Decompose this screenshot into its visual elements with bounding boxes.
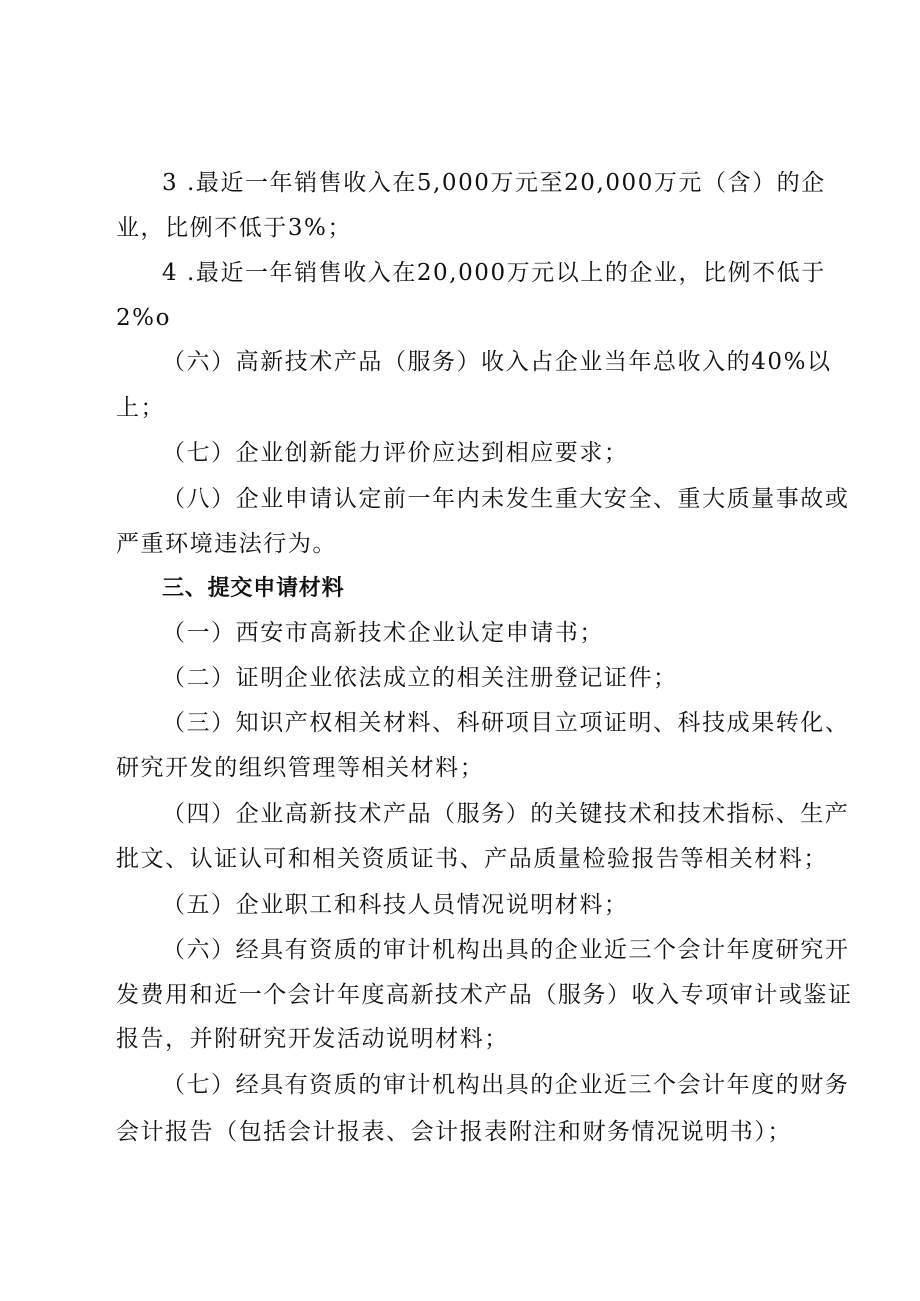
paragraph-line-16: 批文、认证认可和相关资质证书、产品质量检验报告等相关材料； bbox=[116, 846, 828, 872]
paragraph-line-22: 会计报告（包括会计报表、会计报表附注和财务情况说明书）； bbox=[116, 1119, 792, 1145]
paragraph-line-13: （三）知识产权相关材料、科研项目立项证明、科技成果转化、 bbox=[162, 710, 850, 736]
paragraph-line-17: （五）企业职工和科技人员情况说明材料； bbox=[162, 892, 629, 918]
paragraph-line-11: （一）西安市高新技术企业认定申请书； bbox=[162, 620, 604, 646]
paragraph-line-3: 4 .最近一年销售收入在20,000万元以上的企业，比例不低于 bbox=[162, 260, 826, 286]
paragraph-line-2: 业，比例不低于3%； bbox=[116, 215, 352, 241]
paragraph-line-1: 3 .最近一年销售收入在5,000万元至20,000万元（含）的企 bbox=[162, 170, 826, 196]
paragraph-line-6: 上； bbox=[116, 395, 166, 421]
paragraph-line-12: （二）证明企业依法成立的相关注册登记证件； bbox=[162, 665, 678, 691]
paragraph-line-15: （四）企业高新技术产品（服务）的关键技术和技术指标、生产 bbox=[162, 801, 850, 827]
paragraph-line-18: （六）经具有资质的审计机构出具的企业近三个会计年度研究开 bbox=[162, 937, 850, 963]
paragraph-line-20: 报告，并附研究开发活动说明材料； bbox=[116, 1026, 509, 1052]
paragraph-line-9: 严重环境违法行为。 bbox=[116, 531, 337, 557]
paragraph-line-14: 研究开发的组织管理等相关材料； bbox=[116, 755, 485, 781]
paragraph-line-7: （七）企业创新能力评价应达到相应要求； bbox=[162, 440, 629, 466]
section-heading: 三、提交申请材料 bbox=[162, 576, 345, 601]
paragraph-line-19: 发费用和近一个会计年度高新技术产品（服务）收入专项审计或鉴证 bbox=[116, 982, 853, 1008]
paragraph-line-5: （六）高新技术产品（服务）收入占企业当年总收入的40%以 bbox=[162, 349, 832, 375]
paragraph-line-8: （八）企业申请认定前一年内未发生重大安全、重大质量事故或 bbox=[162, 486, 850, 512]
paragraph-line-4: 2%o bbox=[116, 305, 171, 331]
paragraph-line-21: （七）经具有资质的审计机构出具的企业近三个会计年度的财务 bbox=[162, 1072, 850, 1098]
